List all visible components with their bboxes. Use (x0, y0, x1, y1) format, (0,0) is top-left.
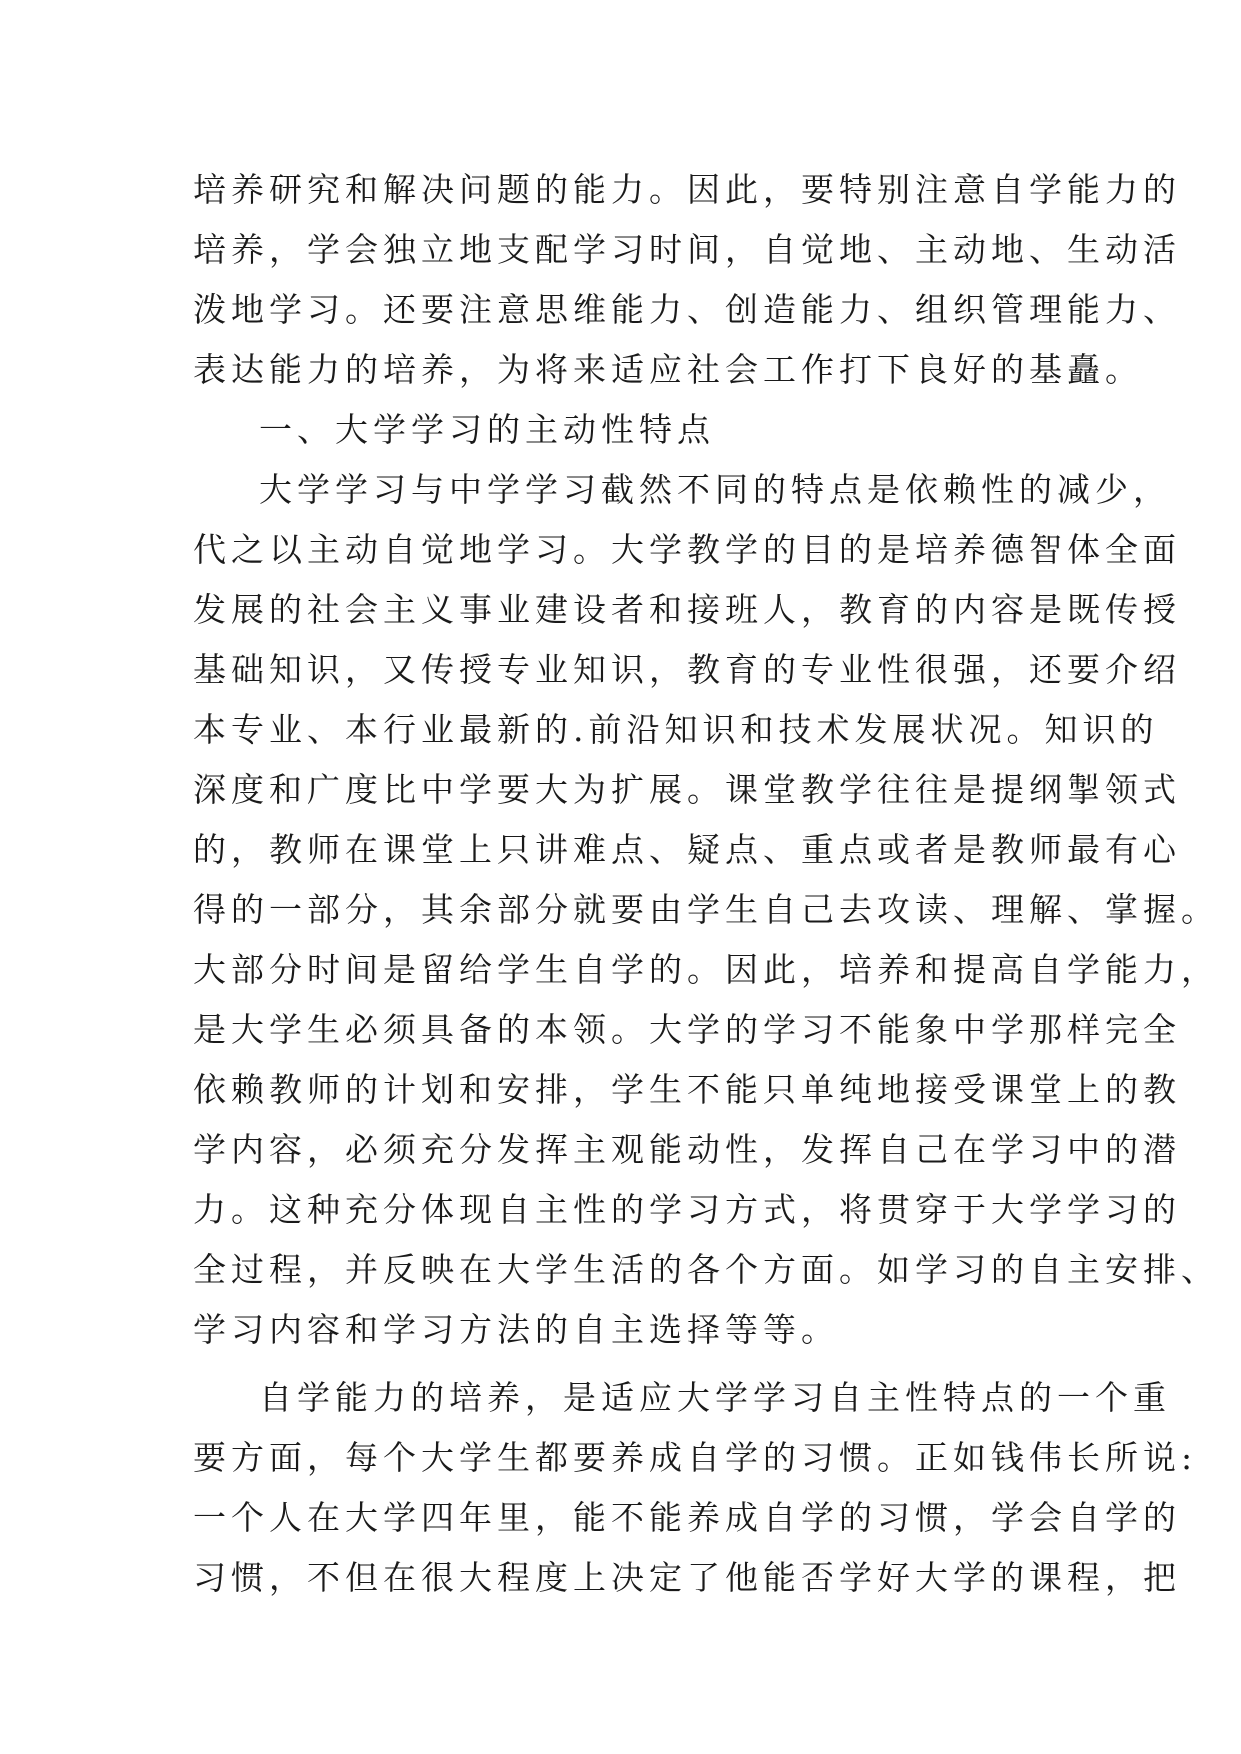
paragraph-line: 表达能力的培养，为将来适应社会工作打下良好的基矗。 (193, 350, 1143, 389)
paragraph-line: 学内容，必须充分发挥主观能动性，发挥自己在学习中的潜 (193, 1130, 1181, 1169)
paragraph-line: 培养研究和解决问题的能力。因此，要特别注意自学能力的 (193, 170, 1181, 209)
paragraph-line: 的，教师在课堂上只讲难点、疑点、重点或者是教师最有心 (193, 830, 1181, 869)
paragraph-line: 学习内容和学习方法的自主选择等等。 (193, 1310, 839, 1349)
paragraph-line: 自学能力的培养，是适应大学学习自主性特点的一个重 (259, 1378, 1171, 1417)
paragraph-line: 基础知识，又传授专业知识，教育的专业性很强，还要介绍 (193, 650, 1181, 689)
paragraph-line: 一个人在大学四年里，能不能养成自学的习惯，学会自学的 (193, 1498, 1181, 1537)
paragraph-line: 大学学习与中学学习截然不同的特点是依赖性的减少， (259, 470, 1171, 509)
body-text (193, 160, 1219, 1608)
section-heading: 一、大学学习的主动性特点 (259, 410, 715, 449)
paragraph-line: 泼地学习。还要注意思维能力、创造能力、组织管理能力、 (193, 290, 1181, 329)
paragraph-line: 依赖教师的计划和安排，学生不能只单纯地接受课堂上的教 (193, 1070, 1181, 1109)
paragraph-line: 全过程，并反映在大学生活的各个方面。如学习的自主安排、 (193, 1250, 1219, 1289)
paragraph-line: 力。这种充分体现自主性的学习方式，将贯穿于大学学习的 (193, 1190, 1181, 1229)
paragraph-line: 代之以主动自觉地学习。大学教学的目的是培养德智体全面 (193, 530, 1181, 569)
paragraph-line: 本专业、本行业最新的.前沿知识和技术发展状况。知识的 (193, 710, 1159, 749)
paragraph-line: 深度和广度比中学要大为扩展。课堂教学往往是提纲掣领式 (193, 770, 1181, 809)
paragraph-line: 要方面，每个大学生都要养成自学的习惯。正如钱伟长所说: (193, 1438, 1198, 1477)
paragraph-line: 发展的社会主义事业建设者和接班人，教育的内容是既传授 (193, 590, 1181, 629)
paragraph-line: 大部分时间是留给学生自学的。因此，培养和提高自学能力， (193, 950, 1219, 989)
paragraph-line: 是大学生必须具备的本领。大学的学习不能象中学那样完全 (193, 1010, 1181, 1049)
paragraph-line: 得的一部分，其余部分就要由学生自己去攻读、理解、掌握。 (193, 890, 1219, 929)
paragraph-line: 习惯，不但在很大程度上决定了他能否学好大学的课程，把 (193, 1558, 1181, 1597)
paragraph-line: 培养，学会独立地支配学习时间，自觉地、主动地、生动活 (193, 230, 1181, 269)
